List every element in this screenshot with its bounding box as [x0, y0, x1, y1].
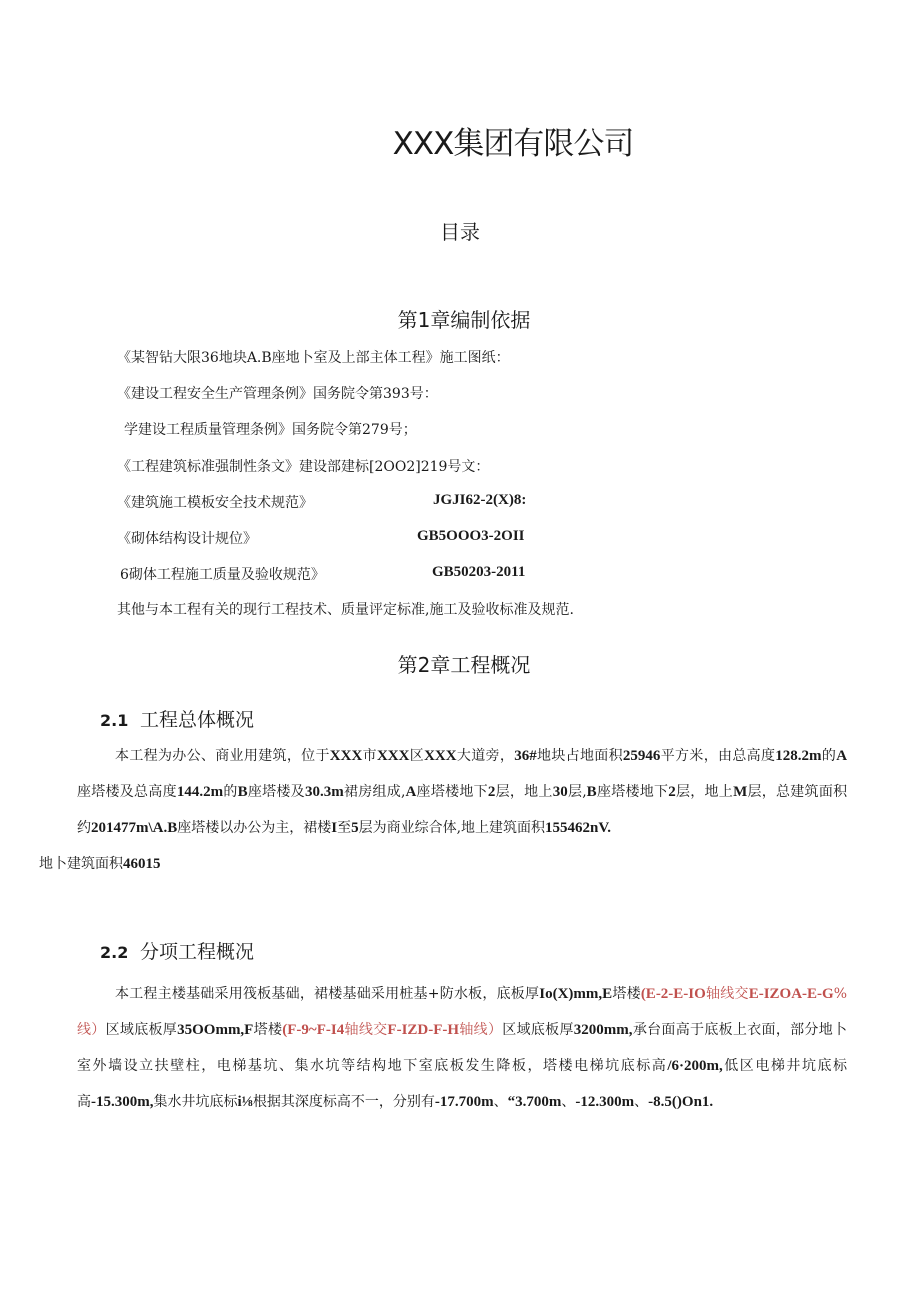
basis-item-text: 学建设工程质量管理条例》国务院令第279号； [124, 422, 417, 438]
basis-item [117, 599, 574, 619]
basis-item [117, 528, 817, 548]
section-2-1-heading [100, 705, 254, 732]
section-2-1-paragraph: 本工程为办公、商业用建筑，位于XXX市XXX区XXX大道旁，36#地块占地面积25946平方米，由总高度128.2m的A座塔楼及总高度144.2m的B座塔楼及30.3m裙房组成,A座塔楼地下2层，地上30层,B座塔楼地下2层，地上M层，总建筑面积约201477m\A.B座塔楼以办公为主，裙楼I至5层为商业综合体,地上建筑面积155462nV. 地卜建筑面积46015 [39, 748, 848, 872]
basis-item [117, 456, 489, 476]
basis-item [117, 383, 438, 403]
basis-item-text: 《某智钻大限36地块A.B座地卜室及上部主体工程》施工图纸： [117, 350, 510, 366]
basis-item-text: 其他与本工程有关的现行工程技术、质量评定标准,施工及验收标准及规范. [117, 602, 574, 618]
basis-item-text: 《建筑施工模板安全技术规范》 [117, 495, 313, 511]
company-name: XXX集团有限公司 [392, 126, 634, 162]
standard-code: GB50203-2011 [432, 564, 526, 580]
basis-item [120, 564, 820, 584]
section-number: 2.1 [100, 711, 129, 730]
section-title: 工程总体概况 [140, 709, 255, 731]
basis-item-text: 《建设工程安全生产管理条例》国务院令第393号： [117, 386, 438, 402]
basis-item [117, 347, 510, 367]
standard-code: JGJI62-2(X)8: [433, 492, 527, 508]
basis-item-text: 6砌体工程施工质量及验收规范》 [120, 567, 325, 583]
chapter-2-title: 第2章工程概况 [397, 653, 531, 677]
section-2-2-heading [100, 937, 254, 964]
basis-item [117, 492, 817, 512]
basis-item [124, 419, 417, 439]
chapter-1-title: 第1章编制依据 [397, 308, 531, 332]
section-title: 分项工程概况 [140, 941, 255, 963]
basis-item-text: 《工程建筑标准强制性条文》建设部建标[2OO2]219号文： [117, 459, 490, 475]
standard-code: GB5OOO3-2OII [417, 528, 525, 544]
section-2-2-paragraph: 本工程主楼基础采用筏板基础，裙楼基础采用桩基+防水板，底板厚Io(X)mm,E塔楼(E-2-E-IO轴线交E-IZOA-E-G%线）区域底板厚35OOmm,F塔楼(F-9~F-I4轴线交F-IZD-F-H轴线）区域底板厚3200mm,承台面高于底板上衣面，部分地卜室外墙设立扶壁柱，电梯基坑、集水坑等结构地下室底板发生降板，塔楼电梯坑底标高/6·200m,低区电梯井坑底标高-15.300m,集水井坑底标i⅛根据其深度标高不一，分别有-17.700m、“3.700m、-12.300m、-8.5()On1. [77, 986, 848, 1110]
toc-title: 目录 [440, 220, 480, 244]
section-number: 2.2 [100, 943, 129, 962]
basis-item-text: 《砌体结构设计规位》 [117, 531, 257, 547]
